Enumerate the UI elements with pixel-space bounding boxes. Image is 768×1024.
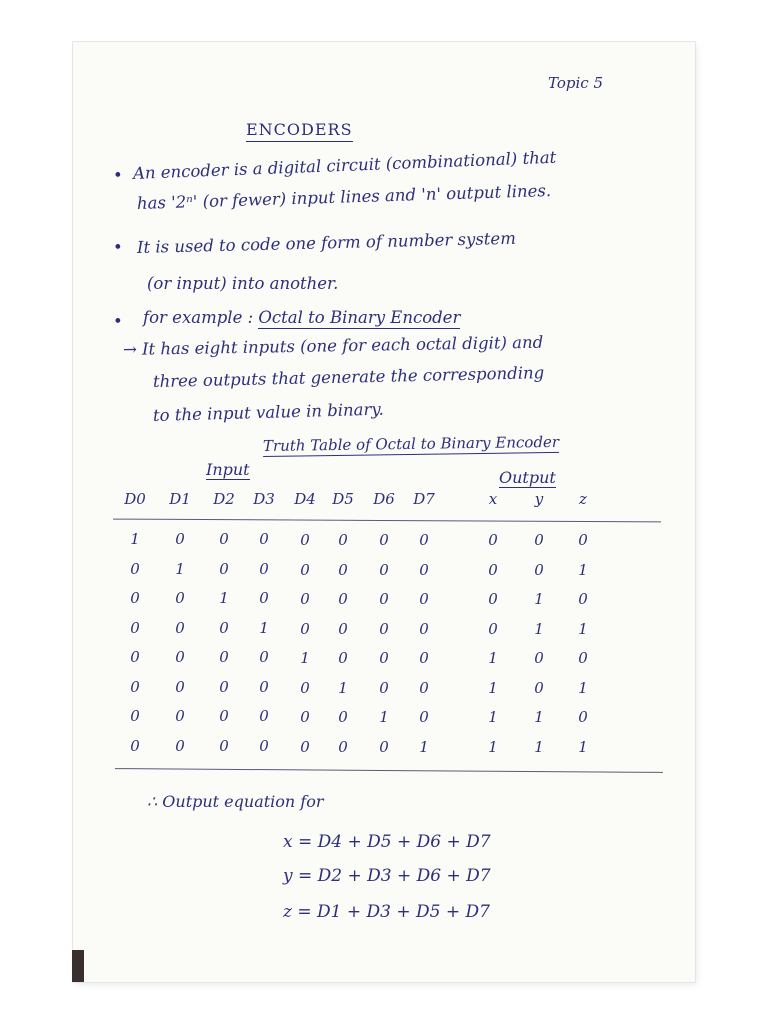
table-header-input: D5 xyxy=(332,490,354,508)
table-header-output: x xyxy=(488,490,498,508)
table-cell-input: 0 xyxy=(219,707,229,725)
table-cell-output: 1 xyxy=(578,737,588,756)
table-cell-output: 0 xyxy=(534,678,544,697)
table-header-input: D7 xyxy=(413,490,435,508)
table-header-input: D3 xyxy=(253,490,275,508)
table-cell-input: 1 xyxy=(219,589,229,607)
bullet-4-line-3: to the input value in binary. xyxy=(152,399,385,425)
table-cell-input: 0 xyxy=(300,619,310,638)
topic-label: Topic 5 xyxy=(548,74,603,92)
table-cell-input: 0 xyxy=(130,618,140,637)
table-cell-input: 0 xyxy=(219,530,229,548)
table-cell-input: 0 xyxy=(419,619,429,638)
table-cell-input: 0 xyxy=(419,560,429,579)
output-group-label: Output xyxy=(499,468,556,487)
table-header-output: z xyxy=(579,490,587,508)
equation-x: x = D4 + D5 + D6 + D7 xyxy=(283,832,491,852)
table-cell-input: 0 xyxy=(259,559,269,578)
table-cell-output: 1 xyxy=(578,678,588,697)
table-cell-output: 0 xyxy=(488,560,498,579)
table-cell-output: 1 xyxy=(488,649,498,667)
table-cell-output: 1 xyxy=(578,560,588,579)
table-header-output: y xyxy=(534,490,544,508)
table-header-input: D2 xyxy=(213,490,235,508)
table-cell-input: 0 xyxy=(419,678,429,697)
table-cell-input: 0 xyxy=(338,737,348,756)
table-cell-input: 0 xyxy=(219,736,229,755)
table-header-input: D4 xyxy=(294,490,316,508)
table-cell-output: 1 xyxy=(534,619,544,638)
truth-table-title: Truth Table of Octal to Binary Encoder xyxy=(262,432,560,455)
table-cell-input: 0 xyxy=(259,677,269,696)
table-cell-output: 1 xyxy=(534,590,544,608)
table-cell-input: 1 xyxy=(338,678,348,697)
input-group-label: Input xyxy=(206,460,250,479)
notebook-page xyxy=(73,42,695,982)
table-cell-input: 0 xyxy=(219,618,229,637)
bullet-4-line-1: → It has eight inputs (one for each octal digit) and xyxy=(122,332,544,359)
bullet-2-line-2: (or input) into another. xyxy=(147,274,339,293)
table-cell-input: 0 xyxy=(379,649,389,667)
table-cell-input: 0 xyxy=(338,560,348,579)
table-cell-input: 0 xyxy=(379,737,389,756)
table-cell-input: 0 xyxy=(419,649,429,667)
table-cell-input: 0 xyxy=(175,677,185,696)
table-cell-output: 0 xyxy=(534,560,544,579)
table-cell-input: 0 xyxy=(219,559,229,578)
table-cell-input: 0 xyxy=(219,677,229,696)
table-cell-input: 0 xyxy=(130,648,140,666)
table-cell-input: 0 xyxy=(175,618,185,637)
table-cell-input: 0 xyxy=(130,589,140,607)
bullet-2-line-1: It is used to code one form of number system xyxy=(136,228,517,257)
bullet-dot-icon: • xyxy=(113,238,123,257)
table-header-input: D6 xyxy=(373,490,395,508)
table-cell-input: 0 xyxy=(259,736,269,755)
table-cell-input: 0 xyxy=(259,530,269,548)
table-cell-output: 1 xyxy=(534,737,544,756)
table-cell-input: 0 xyxy=(175,589,185,607)
table-cell-input: 0 xyxy=(175,530,185,548)
table-cell-input: 0 xyxy=(130,736,140,755)
table-cell-input: 0 xyxy=(175,736,185,755)
table-cell-input: 0 xyxy=(300,531,310,549)
table-cell-output: 0 xyxy=(488,619,498,638)
bullet-4-line-2: three outputs that generate the corresponding xyxy=(152,363,545,391)
table-cell-input: 0 xyxy=(338,649,348,667)
table-cell-input: 0 xyxy=(379,531,389,549)
equation-z: z = D1 + D3 + D5 + D7 xyxy=(283,902,490,922)
table-cell-input: 0 xyxy=(175,648,185,666)
table-cell-output: 0 xyxy=(578,590,588,608)
table-cell-input: 0 xyxy=(175,707,185,725)
table-cell-input: 0 xyxy=(379,560,389,579)
table-cell-input: 0 xyxy=(338,590,348,608)
table-cell-output: 0 xyxy=(534,531,544,549)
example-title: Octal to Binary Encoder xyxy=(258,308,461,327)
table-cell-output: 0 xyxy=(488,590,498,608)
table-header-input: D1 xyxy=(169,490,191,508)
table-header-input: D0 xyxy=(124,490,146,508)
table-cell-input: 0 xyxy=(300,737,310,756)
example-prefix: for example : xyxy=(143,308,254,327)
table-cell-input: 0 xyxy=(219,648,229,666)
table-cell-input: 0 xyxy=(419,590,429,608)
table-cell-input: 0 xyxy=(300,590,310,608)
table-cell-output: 0 xyxy=(578,649,588,667)
table-cell-output: 0 xyxy=(534,649,544,667)
page-edge-mark xyxy=(72,950,84,982)
table-cell-input: 0 xyxy=(130,559,140,578)
table-cell-input: 0 xyxy=(379,678,389,697)
table-cell-input: 0 xyxy=(259,648,269,666)
table-cell-input: 0 xyxy=(379,590,389,608)
table-cell-input: 1 xyxy=(419,737,429,756)
table-cell-input: 0 xyxy=(130,677,140,696)
table-cell-input: 0 xyxy=(379,619,389,638)
page-title: ENCODERS xyxy=(246,120,353,142)
table-cell-output: 0 xyxy=(578,531,588,549)
table-cell-input: 1 xyxy=(259,618,269,637)
bullet-1-line-1: An encoder is a digital circuit (combinational) that xyxy=(132,147,557,183)
table-cell-input: 0 xyxy=(130,707,140,725)
table-cell-input: 0 xyxy=(259,707,269,725)
table-cell-input: 0 xyxy=(338,619,348,638)
table-cell-input: 0 xyxy=(300,678,310,697)
table-cell-input: 0 xyxy=(300,708,310,726)
table-cell-input: 0 xyxy=(338,531,348,549)
table-cell-input: 0 xyxy=(259,589,269,607)
table-cell-input: 0 xyxy=(338,708,348,726)
bullet-dot-icon: • xyxy=(113,312,123,331)
table-cell-output: 1 xyxy=(578,619,588,638)
table-cell-input: 0 xyxy=(300,560,310,579)
equations-intro: ∴ Output equation for xyxy=(147,792,324,811)
table-cell-input: 1 xyxy=(379,708,389,726)
table-cell-input: 0 xyxy=(419,708,429,726)
table-cell-output: 0 xyxy=(578,708,588,726)
table-cell-input: 1 xyxy=(130,530,140,548)
table-cell-output: 1 xyxy=(534,708,544,726)
table-cell-output: 0 xyxy=(488,531,498,549)
table-cell-input: 1 xyxy=(300,649,310,667)
table-cell-output: 1 xyxy=(488,737,498,756)
table-cell-output: 1 xyxy=(488,678,498,697)
table-cell-output: 1 xyxy=(488,708,498,726)
equation-y: y = D2 + D3 + D6 + D7 xyxy=(283,866,491,886)
bullet-1-line-2: has '2ⁿ' (or fewer) input lines and 'n' output lines. xyxy=(136,180,552,213)
table-cell-input: 0 xyxy=(419,531,429,549)
table-cell-input: 1 xyxy=(175,559,185,578)
bullet-dot-icon: • xyxy=(113,166,123,185)
